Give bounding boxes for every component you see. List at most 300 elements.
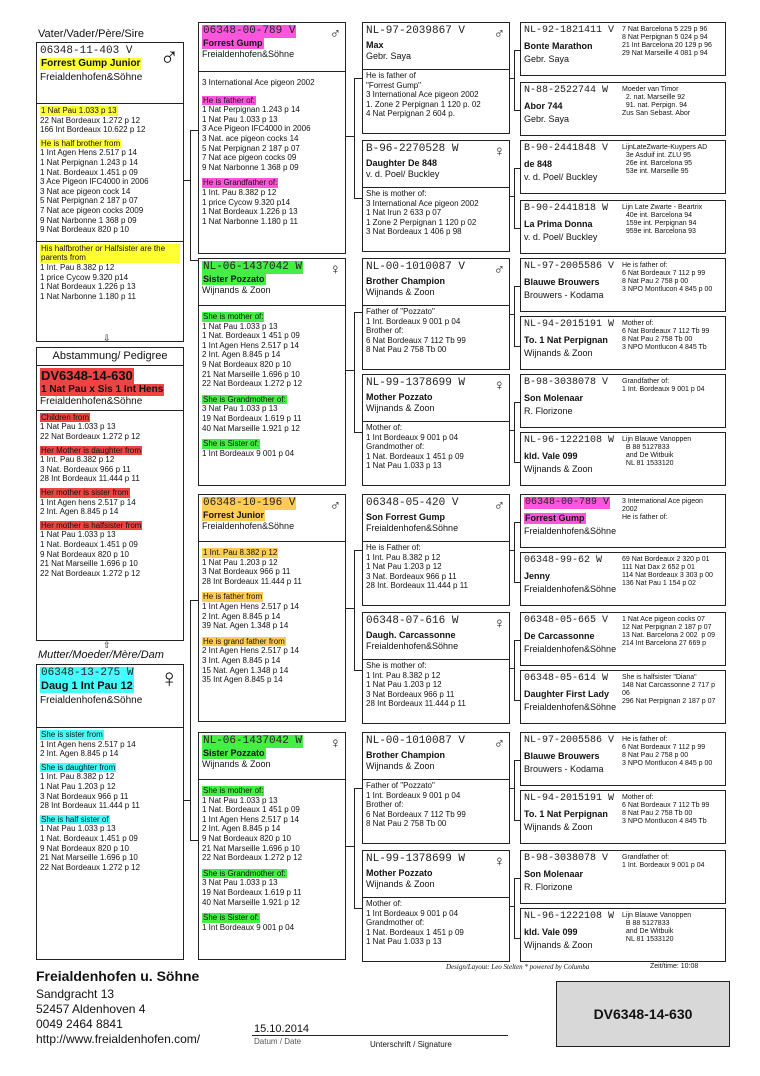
col2-b-name: Sister Pozzato (203, 274, 265, 285)
col4-name: La Prima Donna (524, 219, 593, 229)
female-icon: ♀ (493, 853, 505, 870)
col4-name: Forrest Gump (525, 513, 585, 523)
footer-phone: 0049 2464 8841 (36, 1017, 123, 1031)
list-line: 2 Int. Agen 8.845 p 14 (202, 824, 281, 834)
dam-breeder: Freialdenhofen&Söhne (40, 695, 143, 707)
list-line: 1 Nat Pau 1.033 p 13 (40, 530, 116, 540)
col2-a-ring: 06348-00-789 V (203, 25, 296, 37)
list-line: 3 NPO Montlucon 4 845 Tb (622, 344, 707, 352)
list-line: 5 Nat Perpignan 2 187 p 07 (40, 196, 138, 206)
list-line: 12 Nat Perpignan 2 187 p 07 (622, 624, 712, 632)
female-icon: ♀ (329, 735, 341, 752)
footer-street: Sandgracht 13 (36, 987, 115, 1001)
sire-name: Forrest Gump Junior (41, 58, 141, 70)
dam-name: Daug 1 Int Pau 12 (41, 680, 133, 693)
col4-name: Blauwe Brouwers (524, 751, 600, 761)
pedigree-header: Abstammung/ Pedigree (52, 350, 168, 362)
footer-date: 15.10.2014 (254, 1023, 310, 1035)
dam-block3 (40, 824, 180, 872)
col3-notes (363, 421, 509, 472)
col3-name: Daughter De 848 (366, 158, 438, 169)
list-line: 3 International Ace pigeon (622, 498, 703, 505)
list-line: 3 Nat Bordeaux 1 406 p 98 (366, 227, 462, 237)
list-line: 1 Nat. Bordeaux 1.451 p 09 (40, 539, 138, 549)
list-line: 6 Nat Bordeaux 7 112 p 99 (622, 270, 706, 278)
col4-breeder: Freialdenhofen&Söhne (524, 701, 617, 712)
list-line: 7 Nat ace pigeon cocks 2009 (40, 205, 144, 215)
col4-ring: N-88-2522744 W (524, 85, 609, 96)
col4-breeder: Wijnands & Zoon (524, 939, 593, 950)
dam-block2-label: She is daughter from (41, 762, 116, 772)
col3-name: Max (366, 40, 384, 51)
list-line: 35 Int Agen 8.845 p 14 (202, 675, 283, 685)
sire-block1-label: 1 Nat Pau 1.033 p 13 (41, 106, 117, 115)
list-line: 9 Nat Narbonne 1 368 p 09 (202, 162, 299, 172)
female-icon: ♀ (493, 377, 505, 394)
male-icon: ♂ (493, 497, 505, 514)
sire-block2 (40, 148, 180, 234)
list-line: 1 Nat Pau 1.203 p 12 (366, 562, 442, 572)
list-line: She is mother of: (366, 661, 427, 670)
list-line: 111 Nat Dax 2 652 p 01 (622, 564, 695, 572)
sub-block2 (40, 455, 180, 484)
col4-ring: 06348-05-665 V (524, 615, 609, 626)
col3-name: Mother Pozzato (366, 868, 433, 879)
list-line: Grandfather of: (622, 378, 670, 385)
col4-breeder: R. Florizone (524, 405, 573, 416)
col4-breeder: Gebr. Saya (524, 53, 570, 64)
list-line: 1 Nat Pau 1.203 p 12 (366, 680, 442, 690)
list-line: 1 Int Agen Hens 2.517 p 14 (202, 814, 299, 824)
col4-ring: NL-97-2005586 V (524, 735, 615, 746)
col4-notes (622, 498, 726, 522)
col4-breeder: v. d. Poel/ Buckley (524, 231, 598, 242)
list-line: 2 Int. Agen 8.845 p 14 (40, 749, 119, 759)
col4-notes (622, 378, 726, 394)
col2-d-b1 (202, 796, 342, 863)
list-line: B 88 5127833 (622, 444, 670, 452)
female-icon: ♀ (329, 261, 341, 278)
list-line: 3 Nat Bordeaux 966 p 11 (40, 791, 129, 801)
list-line: 4 Nat Perpignan 2 604 p. (366, 109, 455, 119)
list-line: 3 Nat Bordeaux 966 p 11 (202, 567, 291, 577)
list-line: She is halfsister "Diana" (622, 674, 697, 681)
col4-notes (622, 144, 726, 176)
col4-notes (622, 556, 726, 588)
list-line: 1 Nat Pau 1.033 p 13 (202, 114, 278, 124)
list-line: 296 Nat Perpignan 2 187 p 07 (622, 698, 716, 706)
col2-a-line: 3 International Ace pigeon 2002 (202, 78, 315, 87)
sire-breeder: Freialdenhofen&Söhne (40, 72, 143, 84)
list-line: Mother of: (622, 794, 654, 801)
sub-block3-label: Her mother is sister from (41, 487, 129, 497)
list-line: He is father of: (622, 736, 668, 743)
list-line: 21 Nat Marseille 1.696 p 10 (202, 843, 300, 853)
col4-ring: NL-96-1222108 W (524, 911, 615, 922)
dam-ring: 06348-13-275 W (41, 667, 134, 679)
list-line: 1 Int Bordeaux 9 001 p 04 (202, 448, 295, 458)
subject-title: 1 Nat Pau x Sis 1 Int Hens (41, 383, 164, 395)
sire-header: Vater/Vader/Père/Sire (38, 28, 144, 40)
list-line: NL 81 1533120 (622, 460, 674, 468)
sub-block4-label: Her mother is halfsister from (41, 520, 142, 530)
list-line: 1 Int Agen hens 2.517 p 14 (40, 497, 136, 507)
list-line: 8 Nat Pau 2 758 p 00 (622, 752, 689, 760)
list-line: 114 Nat Bordeaux 3 303 p 00 (622, 572, 713, 580)
col2-a-breeder: Freialdenhofen&Söhne (202, 48, 295, 59)
list-line: 1 Int Agen Hens 2.517 p 14 (202, 340, 299, 350)
list-line: 7 Nat Barcelona 5 229 p 96 (622, 26, 708, 33)
subject-ring: DV6348-14-630 (41, 368, 133, 384)
list-line: Grandmother of: (366, 442, 425, 452)
list-line: 69 Nat Bordeaux 2 320 p 01 (622, 556, 710, 563)
col4-box (520, 670, 726, 724)
col3-name: Daugh. Carcassonne (366, 630, 456, 641)
list-line: 1 Int. Pau 8.382 p 12 (40, 455, 115, 465)
list-line: 29 Nat Marseille 4 081 p 94 (622, 50, 708, 58)
list-line: 2 Int. Agen 8.845 p 14 (40, 507, 119, 517)
list-line: 3 Int. Agen 8.845 p 14 (202, 655, 281, 665)
list-line: 28 Int Bordeaux 11.444 p 11 (40, 474, 140, 484)
list-line: 9 Nat Bordeaux 820 p 10 (40, 225, 129, 235)
list-line: 15 Nat. Agen 1.348 p 14 (202, 665, 289, 675)
list-line: 1 Nat. Bordeaux 1 451 p 09 (366, 451, 464, 461)
list-line: 28 Int Bordeaux 11.444 p 11 (40, 801, 140, 811)
col3-breeder: Freialdenhofen&Söhne (366, 640, 459, 651)
female-icon: ♀ (493, 143, 505, 160)
list-line: 1 Int. Pau 8.382 p 12 (202, 187, 277, 197)
col2-b-ring: NL-06-1437042 W (203, 261, 303, 273)
col3-box (362, 732, 510, 844)
list-line: 1 Int. Bordeaux 9 001 p 04 (622, 386, 705, 394)
col3-name: Mother Pozzato (366, 392, 433, 403)
list-line: 28 Int Bordeaux 11.444 p 11 (366, 699, 466, 709)
footer-web[interactable]: http://www.freialdenhofen.com/ (36, 1032, 201, 1046)
col4-ring: NL-94-2015191 W (524, 793, 615, 804)
col3-breeder: Wijnands & Zoon (366, 402, 435, 413)
col4-ring: 06348-00-789 V (525, 497, 610, 508)
sire-sire-box (198, 22, 346, 254)
col4-ring: NL-92-1821411 V (524, 25, 615, 36)
col3-breeder: Wijnands & Zoon (366, 760, 435, 771)
col3-box (362, 850, 510, 962)
list-line: Father of "Pozzato" (366, 781, 435, 790)
col3-notes (363, 541, 509, 592)
male-icon: ♂ (329, 497, 341, 514)
col4-breeder: Freialdenhofen&Söhne (524, 643, 617, 654)
footer-design: Design/Layout: Leo Stelten * powered by Columba (446, 963, 590, 971)
list-line: 1 Int. Pau 8.382 p 12 (366, 670, 441, 680)
col2-d-b3 (202, 923, 342, 933)
col2-d-l3: She is Sister of: (203, 913, 260, 923)
female-icon: ♀ (159, 664, 179, 693)
col3-ring: NL-00-1010087 V (366, 735, 466, 747)
col3-ring: NL-97-2039867 V (366, 25, 466, 37)
col3-ring: 06348-05-420 V (366, 497, 459, 509)
list-line: 3 NPO Montlucon 4 845 p 00 (622, 286, 713, 294)
col3-box (362, 374, 510, 486)
list-line: 1 Int Agen Hens 2.517 p 14 (40, 148, 137, 158)
list-line: 6 Nat Bordeaux 7 112 Tb 99 (622, 328, 710, 336)
list-line: 2 Int Agen Hens 2.517 p 14 (202, 646, 299, 656)
col4-name: To. 1 Nat Perpignan (524, 809, 608, 819)
col4-box (520, 552, 726, 606)
male-icon: ♂ (493, 261, 505, 278)
col4-notes (622, 262, 726, 294)
col4-ring: NL-94-2015191 W (524, 319, 615, 330)
col2-a-l2: He is Grandfather of: (203, 178, 278, 188)
col4-box (520, 432, 726, 486)
col3-notes (363, 779, 509, 830)
col2-c-breeder: Freialdenhofen&Söhne (202, 520, 295, 531)
list-line: 2 Int. Agen 8.845 p 14 (202, 611, 281, 621)
col4-notes (622, 854, 726, 870)
col3-ring: NL-00-1010087 V (366, 261, 466, 273)
female-icon: ♀ (493, 615, 505, 632)
col4-ring: B-90-2441848 V (524, 143, 609, 154)
col3-ring: NL-99-1378699 W (366, 377, 466, 389)
col4-breeder: Brouwers - Kodama (524, 289, 604, 300)
list-line: 8 Nat Pau 2 758 Tb 00 (366, 819, 447, 829)
list-line: 3 International Ace pigeon 2002 (366, 90, 479, 100)
list-line: 8 Nat Pau 2 758 Tb 00 (622, 336, 693, 344)
col4-box (520, 22, 726, 76)
list-line: 40e int. Barcelona 94 (622, 212, 693, 220)
list-line: 1 Nat. Bordeaux 1.451 p 09 (40, 167, 138, 177)
dam-box (36, 664, 184, 960)
list-line: 1 Nat Ace pigeon cocks 07 (622, 616, 705, 623)
list-line: Lijn Blauwe Vanoppen (622, 912, 692, 919)
list-line: 6 Nat Bordeaux 7 112 Tb 99 (622, 802, 710, 810)
col3-notes (363, 187, 509, 238)
list-line: Brother of: (366, 326, 404, 336)
col3-breeder: Gebr. Saya (366, 50, 412, 61)
col2-c-l1: 1 Int. Pau 8.382 p 12 (203, 548, 278, 557)
list-line: 1 Nat Perpignan 1.243 p 14 (40, 157, 138, 167)
list-line: 1 Int. Bordeaux 9 001 p 04 (622, 862, 705, 870)
list-line: Brother of: (366, 800, 404, 810)
list-line: and De Witbuik (622, 452, 674, 460)
list-line: 3 International Ace pigeon 2002 (366, 198, 479, 208)
list-line: 19 Nat Bordeaux 1.619 p 11 (202, 413, 302, 423)
col2-a-l1: He is father of: (203, 95, 256, 105)
list-line: 28 Int Bordeaux 11.444 p 11 (202, 576, 302, 586)
male-icon: ♂ (493, 735, 505, 752)
sub-block3 (40, 498, 180, 517)
footer-ring-box (556, 981, 730, 1047)
list-line: 2 Int. Agen 8.845 p 14 (202, 350, 281, 360)
col4-breeder: Brouwers - Kodama (524, 763, 604, 774)
col2-d-name: Sister Pozzato (203, 748, 265, 759)
list-line: 148 Nat Carcassonne 2 717 p (622, 682, 716, 690)
col3-name: Son Forrest Gump (366, 512, 446, 523)
col2-c-l2: He is father from (203, 592, 263, 602)
list-line: 9 Nat Bordeaux 820 p 10 (202, 359, 291, 369)
list-line: 3 NPO Montlucon 4 845 p 00 (622, 760, 713, 768)
col3-box (362, 258, 510, 370)
col3-notes (363, 897, 509, 948)
col4-name: kld. Vale 099 (524, 927, 578, 937)
sire-block2-label: He is half brother from (41, 138, 121, 148)
col2-c-b2 (202, 602, 342, 631)
list-line: 3e Asduif int. ZLU 95 (622, 152, 691, 160)
sire-dam-box (198, 258, 346, 486)
col2-b-l1: She is mother of: (203, 312, 264, 321)
list-line: 6 Nat Bordeaux 7 112 Tb 99 (366, 809, 466, 819)
list-line: 8 Nat Pau 2 758 Tb 00 (366, 345, 447, 355)
arrow-up: ⇧ (103, 640, 111, 650)
col4-box (520, 82, 726, 136)
footer-company: Freialdenhofen u. Söhne (36, 968, 200, 984)
list-line: 21 Nat Marseille 1.696 p 10 (40, 853, 138, 863)
list-line: 21 Int Barcelona 20 129 p 96 (622, 42, 712, 50)
list-line: 3 Nat. Bordeaux 966 p 11 (366, 571, 457, 581)
footer-ring: DV6348-14-630 (593, 1005, 693, 1022)
col4-name: To. 1 Nat Perpignan (524, 335, 608, 345)
col3-breeder: Wijnands & Zoon (366, 878, 435, 889)
col2-c-l3: He is grand father from (203, 636, 285, 646)
col3-notes (363, 659, 509, 710)
sire-block3-label: His halfbrother or Halfsister are the parents from (40, 244, 180, 263)
list-line: 159e int. Perpignan 94 (622, 220, 697, 228)
footer-signature-label: Unterschrift / Signature (370, 1040, 452, 1049)
col4-breeder: R. Florizone (524, 881, 573, 892)
list-line: "Forrest Gump" (366, 80, 422, 90)
col2-b-b3 (202, 449, 342, 459)
male-icon: ♂ (159, 42, 179, 71)
list-line: 1 Nat. Bordeaux 1.451 p 09 (40, 833, 138, 843)
col4-name: Jenny (524, 571, 551, 581)
col3-box (362, 494, 510, 606)
col3-notes (363, 305, 509, 356)
list-line: 1 Nat. Bordeaux 1 451 p 09 (366, 927, 464, 937)
col4-box (520, 790, 726, 844)
sub-block4 (40, 530, 180, 578)
col2-c-b1 (202, 558, 342, 587)
list-line: 9 Nat Bordeaux 820 p 10 (202, 833, 291, 843)
list-line: He is father of: (622, 514, 668, 522)
list-line: She is mother of: (366, 189, 427, 198)
col2-d-l2: She is Grandmother of: (203, 868, 286, 878)
col4-name: kld. Vale 099 (524, 451, 578, 461)
male-icon: ♂ (329, 25, 341, 42)
list-line: 1 Int Bordeaux 9 001 p 04 (202, 922, 295, 932)
list-line: 3 Nat Pau 1.033 p 13 (202, 404, 278, 414)
col2-b-breeder: Wijnands & Zoon (202, 284, 271, 295)
list-line: 22 Nat Bordeaux 1.272 p 12 (40, 115, 141, 125)
list-line: 22 Nat Bordeaux 1.272 p 12 (202, 379, 303, 389)
col4-breeder: Freialdenhofen&Söhne (524, 583, 617, 594)
list-line: He is father of: (622, 262, 668, 269)
col4-notes (622, 794, 726, 826)
list-line: NL 81 1533120 (622, 936, 674, 944)
sire-ring: 06348-11-403 V (40, 45, 133, 57)
col3-notes (363, 69, 509, 120)
col4-box (520, 316, 726, 370)
dam-sire-box (198, 494, 346, 722)
list-line: 8 Nat Pau 2 758 p 00 (622, 278, 689, 286)
arrow-down: ⇩ (103, 333, 111, 343)
list-line: Mother of: (366, 423, 403, 432)
list-line: 9 Nat Narbonne 1 368 p 09 (40, 215, 137, 225)
sub-block2-label: Her Mother is daughter from (41, 445, 142, 455)
col4-name: Son Molenaar (524, 393, 584, 403)
col4-breeder: Wijnands & Zoon (524, 821, 593, 832)
col4-name: Abor 744 (524, 101, 563, 111)
list-line: 3 NPO Montlucon 4 845 Tb (622, 818, 707, 826)
list-line: He is father of (366, 71, 416, 80)
list-line: Moeder van Timor (622, 86, 679, 93)
list-line: 1 Nat. Bordeaux 1 451 p 09 (202, 805, 300, 815)
sire-box (36, 42, 184, 342)
list-line: 3 Ace Pigeon IFC4000 in 2006 (40, 177, 149, 187)
list-line: 1 Int. Bordeaux 9 001 p 04 (366, 790, 461, 800)
list-line: and De Witbuik (622, 928, 674, 936)
subject-breeder: Freialdenhofen&Söhne (40, 395, 143, 407)
col2-c-ring: 06348-10-196 V (203, 497, 296, 509)
col4-breeder: Freialdenhofen&Söhne (524, 525, 617, 536)
col2-b-b2 (202, 404, 342, 433)
col4-box (520, 908, 726, 962)
list-line: Grandfather of: (622, 854, 670, 861)
list-line: 8 Nat Pau 2 758 Tb 00 (622, 810, 693, 818)
col4-box (520, 258, 726, 312)
col4-breeder: Wijnands & Zoon (524, 347, 593, 358)
subject-box (36, 347, 184, 641)
col4-ring: B-98-3038078 V (524, 853, 609, 864)
list-line: 40 Nat Marseille 1.921 p 12 (202, 423, 300, 433)
list-line: 1 Int Bordeaux 9 001 p 04 (366, 908, 459, 918)
list-line: 1 Nat Narbonne 1.180 p 11 (40, 291, 136, 301)
col2-d-b2 (202, 878, 342, 907)
list-line: 136 Nat Pau 1 154 p 02 (622, 580, 696, 588)
col3-name: Brother Champion (366, 276, 446, 287)
list-line: 8 Nat Perpignan 5 024 p 94 (622, 34, 708, 42)
col4-name: Son Molenaar (524, 869, 584, 879)
col4-notes (622, 86, 726, 118)
col4-box (520, 612, 726, 666)
list-line: B 88 5127833 (622, 920, 670, 928)
list-line: 1 Zone 2 Perpignan 1 120 p 02 (366, 217, 477, 227)
col2-a-b2 (202, 188, 342, 226)
list-line: Mother of: (622, 320, 654, 327)
list-line: 1 Nat Bordeaux 1.226 p 13 (202, 207, 298, 217)
col3-breeder: Wijnands & Zoon (366, 286, 435, 297)
list-line: 1 Int. Pau 8.382 p 12 (366, 552, 441, 562)
col4-notes (622, 320, 726, 352)
col2-d-breeder: Wijnands & Zoon (202, 758, 271, 769)
col3-breeder: Freialdenhofen&Söhne (366, 522, 459, 533)
list-line: 3 Ace Pigeon IFC4000 in 2006 (202, 124, 311, 134)
sub-block1-label: Children from (41, 412, 90, 422)
col3-ring: 06348-07-616 W (366, 615, 459, 627)
list-line: 26e int. Barcelona 95 (622, 160, 693, 168)
list-line: 22 Nat Bordeaux 1.272 p 12 (40, 568, 141, 578)
list-line: 3 Nat ace pigeon cock 14 (40, 186, 131, 196)
list-line: 1 Nat Pau 1.033 p 13 (202, 321, 278, 331)
footer-date-label: Datum / Date (254, 1037, 302, 1046)
list-line: 19 Nat Bordeaux 1.619 p 11 (202, 887, 302, 897)
col4-name: de 848 (524, 159, 553, 169)
col2-b-b1 (202, 322, 342, 389)
list-line: 91. nat. Perpign. 94 (622, 102, 687, 110)
list-line: 1 Nat Irun 2 633 p 07 (366, 208, 442, 218)
dam-dam-box (198, 732, 346, 960)
list-line: 166 Int Bordeaux 10.622 p 12 (40, 125, 146, 135)
list-line: 1 Int Bordeaux 9 001 p 04 (366, 432, 459, 442)
list-line: 7 Nat ace pigeon cocks 09 (202, 153, 297, 163)
list-line: 1 price Cycow 9.320 p14 (40, 272, 129, 282)
